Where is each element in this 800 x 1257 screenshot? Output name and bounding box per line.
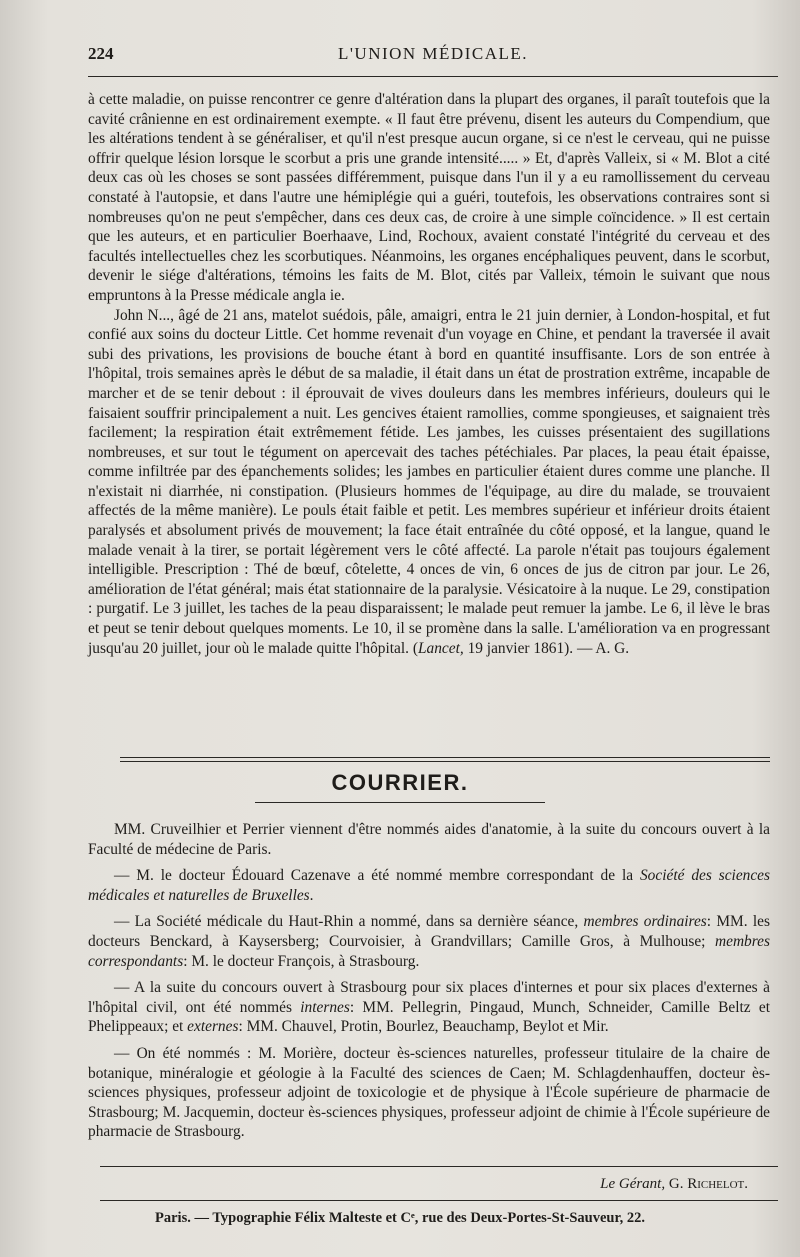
news-text: : MM. Chauvel, Protin, Bourlez, Beauchamp, Beylot et Mir. bbox=[238, 1018, 609, 1036]
citation-source: Lancet, bbox=[417, 639, 464, 657]
printer-imprint: Paris. — Typographie Félix Malteste et Cᵉ, rue des Deux-Portes-St-Sauveur, 22. bbox=[155, 1210, 645, 1226]
case-report-text: John N..., âgé de 21 ans, matelot suédois, pâle, amaigri, entra le 21 juin dernier, à London-hospital, et fut confié aux soins du docteur Little. Cet homme revenait d'un voyage en Chine, et pendant la traversée il avait subi des privations, les provisions de bouche étant à bord en quantité insuffisante. Lors de son entrée à l'hôpital, trois semaines après le début de sa maladie, il était dans un état de prostration extrême, incapable de marcher et de se tenir debout : il éprouvait de vives douleurs dans les membres inférieurs, douleurs qui le faisaient souffrir principalement a nuit. Les gencives étaient ramollies, comme spongieuses, et saignaient très facilement; la respiration était extrêmement fétide. Les jambes, les cuisses présentaient des sugillations nombreuses, et sur tout le tégument on apercevait des taches pétéchiales. Par places, la peau était épaisse, comme infiltrée par des épanchements solides; les jambes en particulier étaient dures comme une planche. Il n'existait ni diarrhée, ni constipation. (Plusieurs hommes de l'équipage, au dire du malade, se trouvaient affectés de la même manière). Le pouls était faible et petit. Les membres supérieur et inférieur droits étaient paralysés et absolument privés de mouvement; la face était entraînée du côté opposé, et la langue, quand le malade venait à la tirer, se portait légèrement vers le côté affecté. La parole n'était pas toujours également intelligible. Prescription : Thé de bœuf, côtelette, 4 onces de vin, 6 onces de jus de citron par jour. Le 26, amélioration de l'état général; mais état stationnaire de la paralysie. Vésicatoire à la nuque. Le 29, constipation : purgatif. Le 3 juillet, les taches de la peau disparaissent; le malade peut remuer la jambe. Le 6, il lève le bras et peut se tenir debout quelques moments. Le 10, il se promène dans la salle. L'amélioration va en progressant jusqu'au 20 juillet, jour où le malade quitte l'hôpital. ( bbox=[88, 306, 770, 657]
news-item bbox=[88, 978, 770, 1037]
appointment-type: externes bbox=[187, 1018, 239, 1036]
signature-name: G. Richelot. bbox=[668, 1176, 748, 1192]
section-title: COURRIER. bbox=[331, 770, 469, 795]
society-name: Société des sciences médicales et naturelles de Bruxelles bbox=[88, 867, 771, 904]
news-text: : MM. Pellegrin, Pingaud, Munch, Schneider, Camille Beltz et Phelippeaux; et bbox=[88, 998, 770, 1036]
news-text: : M. le docteur François, à Strasbourg. bbox=[183, 952, 420, 970]
courrier-section bbox=[88, 820, 770, 1149]
case-report-paragraph bbox=[88, 306, 770, 659]
membership-type: membres ordinaires bbox=[583, 913, 707, 931]
news-item bbox=[88, 866, 770, 905]
article-body bbox=[88, 90, 770, 658]
article-paragraph: à cette maladie, on puisse rencontrer ce genre d'altération dans la plupart des organes, il paraît toutefois que la cavité crânienne en est ordinairement exempte. « Il faut être prévenu, disent les auteurs du Compendium, que les altérations tendent à se généraliser, et qu'il n'est presque aucun organe, si ce n'est le cerveau, qui ne puisse offrir quelque lésion lorsque le scorbut a pris une grande intensité..... » Et, d'après Valleix, si « M. Blot a cité deux cas où les choses se sont passées différemment, puisque dans l'un il y a eu ramollissement du cerveau constaté à l'autopsie, et dans l'autre une hémiplégie qui a guéri, toutefois, les observations contraires sont si nombreuses qu'on ne peut s'empêcher, dans ces deux cas, de croire à une simple coïncidence. » Il est certain que les auteurs, et en particulier Boerhaave, Lind, Rochoux, avaient constaté l'intégrité du cerveau et des facultés intellectuelles chez les scorbutiques. Néanmoins, les organes encéphaliques peuvent, dans le scorbut, devenir le siége d'altérations, témoins les faits de M. Blot, cités par Valleix, témoin le suivant que nous empruntons à la Presse médicale angla ie. bbox=[88, 91, 770, 304]
news-text: : MM. les docteurs Benckard, à Kaysersberg; Courvoisier, à Grandvillars; Camille Gros, à Mulhouse; bbox=[88, 913, 770, 950]
citation-date: 19 janvier 1861). — A. G. bbox=[463, 639, 630, 657]
appointment-type: internes bbox=[300, 998, 350, 1016]
section-rule-top bbox=[120, 757, 770, 758]
footer-rule-top bbox=[100, 1166, 778, 1167]
membership-type: membres correspondants bbox=[88, 932, 770, 970]
running-title: L'UNION MÉDICALE. bbox=[337, 44, 529, 63]
news-item: MM. Cruveilhier et Perrier viennent d'être nommés aides d'anatomie, à la suite du concours ouvert à la Faculté de médecine de Paris. bbox=[88, 821, 770, 858]
signature-label: Le Gérant, bbox=[600, 1176, 666, 1192]
news-text: — La Société médicale du Haut-Rhin a nommé, dans sa dernière séance, bbox=[114, 913, 584, 931]
page-header bbox=[88, 44, 778, 72]
news-text: — M. le docteur Édouard Cazenave a été nommé membre correspondant de la bbox=[114, 867, 640, 885]
news-item: — On été nommés : M. Morière, docteur ès-sciences naturelles, professeur titulaire de la chaire de botanique, minéralogie et géologie à la Faculté des sciences de Caen; M. Schlagdenhauffen, docteur ès-sciences physiques, professeur adjoint de toxicologie et de physique à l'École supérieure de pharmacie de Strasbourg; M. Jacquemin, docteur ès-sciences physiques, professeur adjoint de chimie à l'École supérieure de pharmacie de Strasbourg. bbox=[88, 1044, 770, 1141]
signature bbox=[88, 1176, 748, 1193]
news-text: — A la suite du concours ouvert à Strasbourg pour six places d'internes et pour six places d'externes à l'hôpital civil, ont été nommés bbox=[88, 979, 770, 1016]
footer-rule-bottom bbox=[100, 1200, 778, 1201]
section-rule-top-2 bbox=[120, 761, 770, 762]
section-title-rule bbox=[255, 802, 545, 803]
news-text: . bbox=[309, 886, 314, 904]
header-rule bbox=[88, 76, 778, 77]
page-number: 224 bbox=[88, 44, 114, 63]
news-item bbox=[88, 912, 770, 971]
